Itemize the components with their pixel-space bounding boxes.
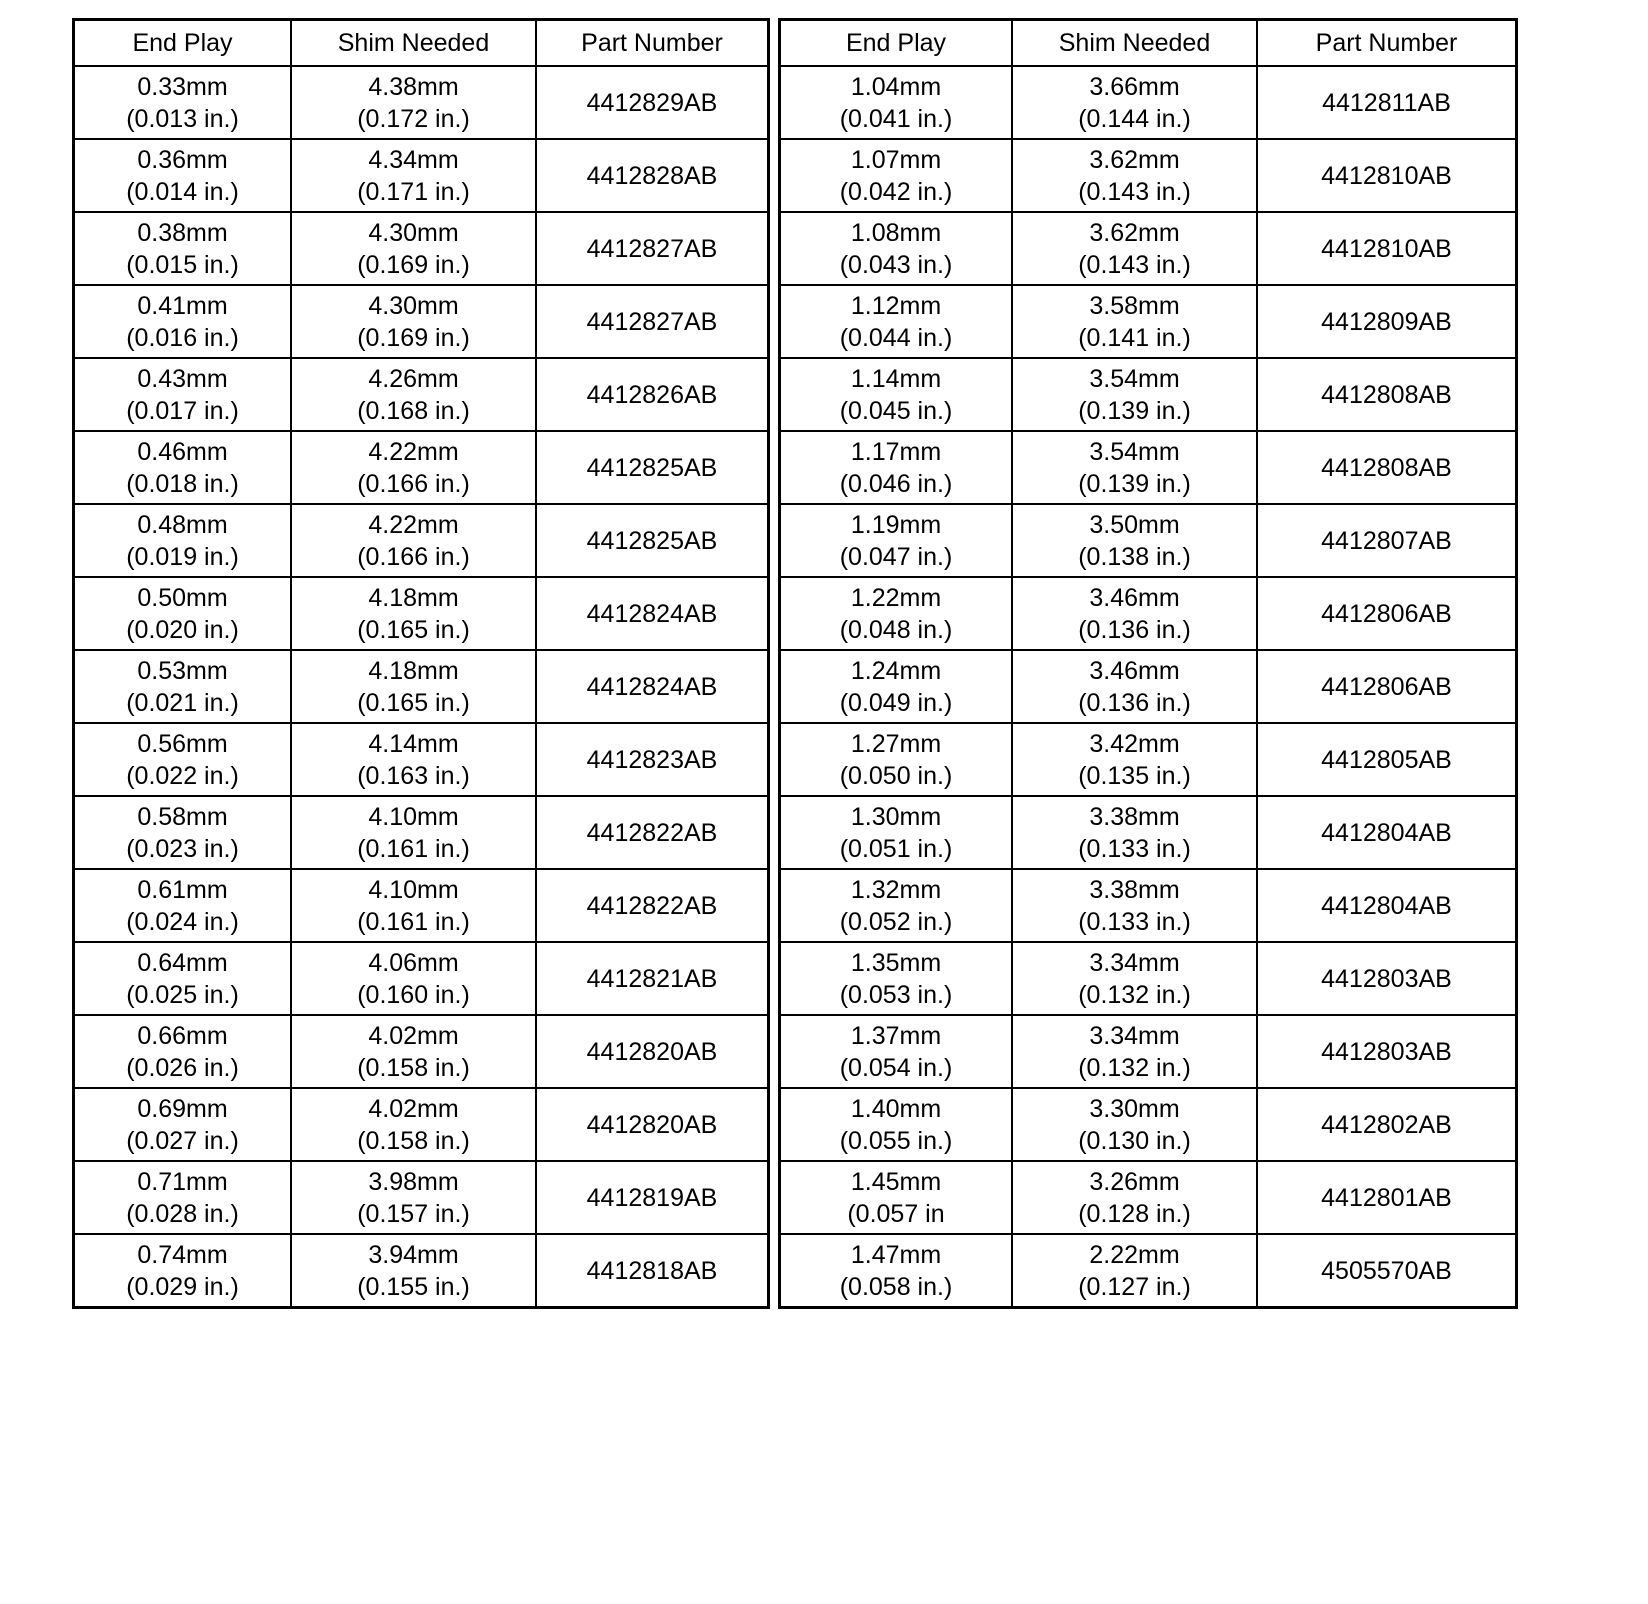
end-play-cell-mm: 0.33mm [137, 72, 228, 101]
shim-needed-cell [1012, 212, 1257, 285]
table-row [780, 723, 1517, 796]
table-row [74, 212, 769, 285]
shim-needed-cell [291, 431, 536, 504]
part-number-cell: 4412825AB [536, 504, 769, 577]
shim-needed-cell-mm: 4.38mm [368, 72, 459, 101]
shim-needed-cell-mm: 3.42mm [1089, 729, 1180, 758]
end-play-cell [74, 869, 292, 942]
part-number-cell: 4412806AB [1257, 650, 1517, 723]
end-play-cell-in: (0.013 in.) [126, 104, 239, 133]
shim-needed-cell [1012, 504, 1257, 577]
table-row [780, 504, 1517, 577]
shim-needed-cell-in: (0.143 in.) [1078, 177, 1191, 206]
table-row [780, 431, 1517, 504]
shim-table-right [778, 18, 1518, 1309]
table-row [780, 66, 1517, 139]
shim-needed-cell [291, 358, 536, 431]
part-number-cell: 4412803AB [1257, 942, 1517, 1015]
part-number-cell: 4412828AB [536, 139, 769, 212]
shim-needed-cell [1012, 1161, 1257, 1234]
end-play-cell-in: (0.017 in.) [126, 396, 239, 425]
end-play-cell [780, 577, 1013, 650]
end-play-cell-in: (0.019 in.) [126, 542, 239, 571]
end-play-cell-mm: 1.08mm [850, 218, 942, 247]
end-play-cell-in: (0.027 in.) [126, 1126, 239, 1155]
shim-needed-cell-mm: 4.30mm [368, 291, 459, 320]
end-play-cell-mm: 1.07mm [850, 145, 942, 174]
end-play-cell [74, 212, 292, 285]
shim-needed-cell [291, 796, 536, 869]
part-number-cell: 4412825AB [536, 431, 769, 504]
header-row [780, 20, 1517, 67]
end-play-cell-in: (0.025 in.) [126, 980, 239, 1009]
part-number-cell: 4412818AB [536, 1234, 769, 1308]
shim-needed-cell-mm: 3.30mm [1089, 1094, 1180, 1123]
end-play-cell-mm: 0.74mm [137, 1240, 228, 1269]
table-row [780, 1234, 1517, 1308]
shim-needed-cell [1012, 1015, 1257, 1088]
end-play-cell-mm: 1.45mm [850, 1167, 942, 1196]
header-end-play: End Play [74, 20, 292, 67]
shim-chart [72, 18, 1518, 1309]
shim-needed-cell-in: (0.158 in.) [357, 1126, 470, 1155]
part-number-cell: 4412804AB [1257, 796, 1517, 869]
shim-needed-cell [291, 1161, 536, 1234]
end-play-cell [74, 504, 292, 577]
shim-needed-cell-in: (0.171 in.) [357, 177, 470, 206]
shim-needed-cell [1012, 723, 1257, 796]
header-row [74, 20, 769, 67]
part-number-cell: 4412826AB [536, 358, 769, 431]
part-number-cell: 4412823AB [536, 723, 769, 796]
shim-needed-cell [1012, 796, 1257, 869]
end-play-cell [74, 577, 292, 650]
shim-needed-cell [291, 1015, 536, 1088]
shim-needed-cell-mm: 4.18mm [368, 656, 459, 685]
shim-needed-cell-mm: 3.66mm [1089, 72, 1180, 101]
table-row [74, 285, 769, 358]
end-play-cell-mm: 1.22mm [850, 583, 942, 612]
shim-needed-cell-in: (0.136 in.) [1078, 615, 1191, 644]
shim-needed-cell-mm: 4.34mm [368, 145, 459, 174]
end-play-cell [74, 1161, 292, 1234]
end-play-cell-mm: 1.40mm [850, 1094, 942, 1123]
end-play-cell [780, 650, 1013, 723]
shim-needed-cell-mm: 3.94mm [368, 1240, 459, 1269]
end-play-cell-in: (0.021 in.) [126, 688, 239, 717]
table-row [74, 66, 769, 139]
shim-needed-cell [291, 139, 536, 212]
shim-needed-cell-in: (0.169 in.) [357, 250, 470, 279]
table-row [74, 942, 769, 1015]
end-play-cell [780, 212, 1013, 285]
shim-needed-cell [1012, 650, 1257, 723]
end-play-cell-in: (0.055 in.) [839, 1126, 953, 1155]
part-number-cell: 4412807AB [1257, 504, 1517, 577]
end-play-cell-mm: 1.12mm [850, 291, 942, 320]
end-play-cell-in: (0.047 in.) [839, 542, 953, 571]
end-play-cell [74, 796, 292, 869]
part-number-cell: 4412829AB [536, 66, 769, 139]
end-play-cell-in: (0.029 in.) [126, 1272, 239, 1301]
end-play-cell-in: (0.043 in.) [839, 250, 953, 279]
shim-needed-cell-mm: 4.06mm [368, 948, 459, 977]
shim-needed-cell [1012, 66, 1257, 139]
end-play-cell [74, 139, 292, 212]
end-play-cell [780, 285, 1013, 358]
end-play-cell-mm: 1.24mm [850, 656, 942, 685]
shim-needed-cell [1012, 358, 1257, 431]
part-number-cell: 4412822AB [536, 869, 769, 942]
end-play-cell-mm: 0.41mm [137, 291, 228, 320]
shim-needed-cell-mm: 4.14mm [368, 729, 459, 758]
shim-needed-cell-in: (0.135 in.) [1078, 761, 1191, 790]
shim-needed-cell [291, 650, 536, 723]
shim-needed-cell-in: (0.157 in.) [357, 1199, 470, 1228]
shim-needed-cell-in: (0.133 in.) [1078, 907, 1191, 936]
end-play-cell-mm: 1.32mm [850, 875, 942, 904]
end-play-cell [74, 431, 292, 504]
table-row [780, 796, 1517, 869]
shim-needed-cell-in: (0.144 in.) [1078, 104, 1191, 133]
table-row [780, 869, 1517, 942]
end-play-cell-in: (0.041 in.) [839, 104, 953, 133]
end-play-cell-mm: 0.53mm [137, 656, 228, 685]
part-number-cell: 4412810AB [1257, 139, 1517, 212]
end-play-cell-mm: 1.04mm [850, 72, 942, 101]
end-play-cell [780, 1015, 1013, 1088]
end-play-cell-in: (0.053 in.) [839, 980, 953, 1009]
table-row [74, 577, 769, 650]
end-play-cell [74, 1088, 292, 1161]
end-play-cell-mm: 1.14mm [850, 364, 942, 393]
shim-needed-cell [1012, 1234, 1257, 1308]
end-play-cell-in: (0.050 in.) [839, 761, 953, 790]
part-number-cell: 4412822AB [536, 796, 769, 869]
part-number-cell: 4412819AB [536, 1161, 769, 1234]
table-row [780, 212, 1517, 285]
shim-needed-cell-mm: 4.18mm [368, 583, 459, 612]
table-row [780, 285, 1517, 358]
part-number-cell: 4412805AB [1257, 723, 1517, 796]
part-number-cell: 4412806AB [1257, 577, 1517, 650]
shim-needed-cell-mm: 4.26mm [368, 364, 459, 393]
end-play-cell-mm: 0.66mm [137, 1021, 228, 1050]
end-play-cell-in: (0.052 in.) [839, 907, 953, 936]
end-play-cell [780, 869, 1013, 942]
end-play-cell [74, 1234, 292, 1308]
part-number-cell: 4412808AB [1257, 431, 1517, 504]
end-play-cell [780, 358, 1013, 431]
part-number-cell: 4412827AB [536, 285, 769, 358]
header-end-play: End Play [780, 20, 1013, 67]
shim-needed-cell [291, 504, 536, 577]
shim-needed-cell-in: (0.141 in.) [1078, 323, 1191, 352]
end-play-cell-mm: 0.48mm [137, 510, 228, 539]
table-row [780, 1161, 1517, 1234]
shim-needed-cell-in: (0.166 in.) [357, 542, 470, 571]
end-play-cell [780, 1088, 1013, 1161]
shim-needed-cell-in: (0.133 in.) [1078, 834, 1191, 863]
end-play-cell [780, 66, 1013, 139]
table-row [74, 1234, 769, 1308]
table-row [780, 1088, 1517, 1161]
shim-needed-cell [291, 66, 536, 139]
end-play-cell-mm: 1.37mm [850, 1021, 942, 1050]
shim-needed-cell [291, 577, 536, 650]
end-play-cell [74, 942, 292, 1015]
end-play-cell-in: (0.057 in [847, 1199, 945, 1228]
table-row [74, 358, 769, 431]
part-number-cell: 4412824AB [536, 577, 769, 650]
shim-needed-cell-mm: 3.34mm [1089, 1021, 1180, 1050]
end-play-cell-mm: 1.47mm [850, 1240, 942, 1269]
header-part-number: Part Number [536, 20, 769, 67]
shim-needed-cell-in: (0.160 in.) [357, 980, 470, 1009]
end-play-cell-in: (0.049 in.) [839, 688, 953, 717]
part-number-cell: 4412802AB [1257, 1088, 1517, 1161]
part-number-cell: 4412820AB [536, 1015, 769, 1088]
end-play-cell-in: (0.015 in.) [126, 250, 239, 279]
part-number-cell: 4412811AB [1257, 66, 1517, 139]
end-play-cell-mm: 0.50mm [137, 583, 228, 612]
end-play-cell-in: (0.026 in.) [126, 1053, 239, 1082]
shim-needed-cell-in: (0.127 in.) [1078, 1272, 1191, 1301]
end-play-cell-mm: 0.56mm [137, 729, 228, 758]
end-play-cell [74, 650, 292, 723]
header-shim-needed: Shim Needed [1012, 20, 1257, 67]
table-row [74, 1015, 769, 1088]
shim-needed-cell-mm: 4.30mm [368, 218, 459, 247]
shim-needed-cell [291, 285, 536, 358]
end-play-cell-mm: 1.35mm [850, 948, 942, 977]
shim-needed-cell [291, 723, 536, 796]
part-number-cell: 4412808AB [1257, 358, 1517, 431]
end-play-cell [780, 504, 1013, 577]
table-row [74, 650, 769, 723]
end-play-cell-mm: 0.38mm [137, 218, 228, 247]
end-play-cell-mm: 0.61mm [137, 875, 228, 904]
end-play-cell-in: (0.048 in.) [839, 615, 953, 644]
table-row [74, 431, 769, 504]
shim-needed-cell-mm: 3.34mm [1089, 948, 1180, 977]
part-number-cell: 4412803AB [1257, 1015, 1517, 1088]
shim-needed-cell-mm: 3.58mm [1089, 291, 1180, 320]
end-play-cell-in: (0.044 in.) [839, 323, 953, 352]
shim-needed-cell [291, 1234, 536, 1308]
table-row [74, 139, 769, 212]
shim-needed-cell-mm: 4.22mm [368, 437, 459, 466]
end-play-cell-mm: 1.30mm [850, 802, 942, 831]
end-play-cell-mm: 0.69mm [137, 1094, 228, 1123]
end-play-cell-mm: 1.17mm [850, 437, 942, 466]
shim-needed-cell-in: (0.155 in.) [357, 1272, 470, 1301]
end-play-cell-in: (0.042 in.) [839, 177, 953, 206]
shim-needed-cell [291, 212, 536, 285]
end-play-cell [74, 723, 292, 796]
shim-needed-cell-in: (0.172 in.) [357, 104, 470, 133]
shim-needed-cell-in: (0.161 in.) [357, 907, 470, 936]
end-play-cell-in: (0.054 in.) [839, 1053, 953, 1082]
shim-needed-cell-mm: 4.10mm [368, 875, 459, 904]
table-row [74, 1161, 769, 1234]
shim-needed-cell-in: (0.169 in.) [357, 323, 470, 352]
part-number-cell: 4505570AB [1257, 1234, 1517, 1308]
table-row [74, 869, 769, 942]
shim-needed-cell-mm: 4.10mm [368, 802, 459, 831]
end-play-cell [780, 723, 1013, 796]
table-row [780, 358, 1517, 431]
end-play-cell-in: (0.028 in.) [126, 1199, 239, 1228]
shim-needed-cell-mm: 4.02mm [368, 1021, 459, 1050]
shim-needed-cell-mm: 4.02mm [368, 1094, 459, 1123]
shim-needed-cell-mm: 4.22mm [368, 510, 459, 539]
end-play-cell-in: (0.058 in.) [839, 1272, 953, 1301]
end-play-cell [74, 66, 292, 139]
end-play-cell [780, 139, 1013, 212]
shim-needed-cell-in: (0.165 in.) [357, 615, 470, 644]
part-number-cell: 4412804AB [1257, 869, 1517, 942]
shim-needed-cell-in: (0.138 in.) [1078, 542, 1191, 571]
end-play-cell [74, 285, 292, 358]
left-body [74, 66, 769, 1308]
shim-needed-cell-mm: 3.62mm [1089, 145, 1180, 174]
end-play-cell-in: (0.016 in.) [126, 323, 239, 352]
table-row [780, 1015, 1517, 1088]
end-play-cell-mm: 0.36mm [137, 145, 228, 174]
shim-needed-cell-mm: 3.38mm [1089, 875, 1180, 904]
end-play-cell-in: (0.045 in.) [839, 396, 953, 425]
shim-needed-cell-mm: 3.54mm [1089, 437, 1180, 466]
shim-needed-cell-in: (0.143 in.) [1078, 250, 1191, 279]
end-play-cell-in: (0.022 in.) [126, 761, 239, 790]
table-row [780, 577, 1517, 650]
shim-needed-cell-mm: 2.22mm [1089, 1240, 1180, 1269]
shim-table-left [72, 18, 770, 1309]
end-play-cell-mm: 0.64mm [137, 948, 228, 977]
shim-needed-cell [1012, 942, 1257, 1015]
table-row [780, 942, 1517, 1015]
shim-needed-cell [291, 869, 536, 942]
part-number-cell: 4412809AB [1257, 285, 1517, 358]
part-number-cell: 4412827AB [536, 212, 769, 285]
end-play-cell-in: (0.046 in.) [839, 469, 953, 498]
end-play-cell [780, 1234, 1013, 1308]
end-play-cell [74, 358, 292, 431]
shim-needed-cell [1012, 285, 1257, 358]
end-play-cell-mm: 0.46mm [137, 437, 228, 466]
shim-needed-cell-in: (0.163 in.) [357, 761, 470, 790]
end-play-cell-in: (0.051 in.) [839, 834, 953, 863]
table-row [74, 796, 769, 869]
right-body [780, 66, 1517, 1308]
shim-needed-cell-in: (0.132 in.) [1078, 980, 1191, 1009]
end-play-cell [780, 796, 1013, 869]
shim-needed-cell-mm: 3.46mm [1089, 583, 1180, 612]
shim-needed-cell-in: (0.139 in.) [1078, 469, 1191, 498]
end-play-cell-mm: 1.19mm [850, 510, 942, 539]
header-shim-needed: Shim Needed [291, 20, 536, 67]
shim-needed-cell-mm: 3.46mm [1089, 656, 1180, 685]
end-play-cell [74, 1015, 292, 1088]
end-play-cell-in: (0.018 in.) [126, 469, 239, 498]
header-part-number: Part Number [1257, 20, 1517, 67]
shim-needed-cell-in: (0.166 in.) [357, 469, 470, 498]
end-play-cell-mm: 0.71mm [137, 1167, 228, 1196]
shim-needed-cell-in: (0.132 in.) [1078, 1053, 1191, 1082]
end-play-cell-mm: 0.58mm [137, 802, 228, 831]
end-play-cell-in: (0.014 in.) [126, 177, 239, 206]
shim-needed-cell-in: (0.139 in.) [1078, 396, 1191, 425]
shim-needed-cell-in: (0.158 in.) [357, 1053, 470, 1082]
table-row [780, 139, 1517, 212]
end-play-cell [780, 431, 1013, 504]
shim-needed-cell-in: (0.128 in.) [1078, 1199, 1191, 1228]
shim-needed-cell-mm: 3.62mm [1089, 218, 1180, 247]
part-number-cell: 4412821AB [536, 942, 769, 1015]
part-number-cell: 4412810AB [1257, 212, 1517, 285]
shim-needed-cell [1012, 139, 1257, 212]
shim-needed-cell-in: (0.168 in.) [357, 396, 470, 425]
end-play-cell-in: (0.024 in.) [126, 907, 239, 936]
shim-needed-cell-mm: 3.54mm [1089, 364, 1180, 393]
shim-needed-cell [1012, 431, 1257, 504]
end-play-cell [780, 1161, 1013, 1234]
end-play-cell-mm: 0.43mm [137, 364, 228, 393]
shim-needed-cell-in: (0.161 in.) [357, 834, 470, 863]
shim-needed-cell-in: (0.136 in.) [1078, 688, 1191, 717]
shim-needed-cell-in: (0.165 in.) [357, 688, 470, 717]
shim-needed-cell [291, 942, 536, 1015]
shim-needed-cell [1012, 577, 1257, 650]
part-number-cell: 4412801AB [1257, 1161, 1517, 1234]
end-play-cell-in: (0.020 in.) [126, 615, 239, 644]
table-row [74, 504, 769, 577]
end-play-cell-mm: 1.27mm [850, 729, 942, 758]
part-number-cell: 4412824AB [536, 650, 769, 723]
shim-needed-cell [1012, 869, 1257, 942]
shim-needed-cell [291, 1088, 536, 1161]
shim-needed-cell-mm: 3.50mm [1089, 510, 1180, 539]
end-play-cell-in: (0.023 in.) [126, 834, 239, 863]
shim-needed-cell-mm: 3.38mm [1089, 802, 1180, 831]
part-number-cell: 4412820AB [536, 1088, 769, 1161]
end-play-cell [780, 942, 1013, 1015]
shim-needed-cell-mm: 3.98mm [368, 1167, 459, 1196]
shim-needed-cell-mm: 3.26mm [1089, 1167, 1180, 1196]
shim-needed-cell [1012, 1088, 1257, 1161]
table-row [74, 1088, 769, 1161]
shim-needed-cell-in: (0.130 in.) [1078, 1126, 1191, 1155]
table-row [780, 650, 1517, 723]
table-row [74, 723, 769, 796]
